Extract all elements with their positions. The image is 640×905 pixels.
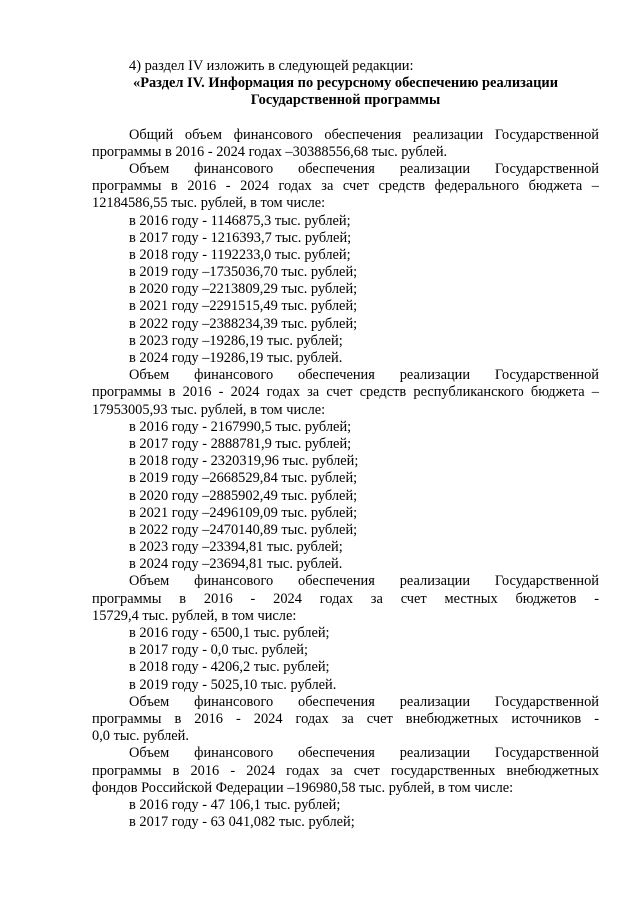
list-item: в 2018 году - 1192233,0 тыс. рублей; bbox=[129, 246, 351, 263]
section-heading-line-1: «Раздел IV. Информация по ресурсному обеспечению реализации bbox=[133, 75, 558, 92]
paragraph-line: программы в 2016 - 2024 годах за счет внебюджетных источников - bbox=[92, 710, 599, 727]
paragraph-line: программы в 2016 - 2024 годах –30388556,68 тыс. рублей. bbox=[92, 143, 448, 160]
list-item: в 2019 году - 5025,10 тыс. рублей. bbox=[129, 676, 337, 693]
section-heading-line-2: Государственной программы bbox=[250, 92, 441, 109]
paragraph-line: фондов Российской Федерации –196980,58 тыс. рублей, в том числе: bbox=[92, 779, 514, 796]
list-item: в 2016 году - 47 106,1 тыс. рублей; bbox=[129, 796, 341, 813]
paragraph-line: программы в 2016 - 2024 годах за счет средств федерального бюджета – bbox=[92, 178, 599, 195]
list-item: в 2016 году - 2167990,5 тыс. рублей; bbox=[129, 418, 352, 435]
list-item: в 2016 году - 1146875,3 тыс. рублей; bbox=[129, 212, 351, 229]
local-paragraph bbox=[92, 573, 599, 693]
paragraph-line: 12184586,55 тыс. рублей, в том числе: bbox=[92, 195, 326, 212]
document-body bbox=[92, 58, 599, 831]
list-item: в 2019 году –1735036,70 тыс. рублей; bbox=[129, 264, 358, 281]
paragraph-line: Объем финансового обеспечения реализации Государственной bbox=[129, 573, 599, 590]
paragraph-line: Объем финансового обеспечения реализации Государственной bbox=[129, 693, 599, 710]
list-item: в 2024 году –19286,19 тыс. рублей. bbox=[129, 350, 343, 366]
paragraph-line: Общий объем финансового обеспечения реализации Государственной bbox=[129, 126, 599, 143]
list-item: в 2022 году –2388234,39 тыс. рублей; bbox=[129, 315, 358, 332]
blank-line bbox=[92, 110, 599, 127]
paragraph-line: 17953005,93 тыс. рублей, в том числе: bbox=[92, 401, 326, 418]
paragraph-line: программы в 2016 - 2024 годах за счет государственных внебюджетных bbox=[92, 762, 599, 779]
federal-paragraph bbox=[92, 161, 599, 367]
list-item: в 2020 году –2885902,49 тыс. рублей; bbox=[129, 487, 358, 504]
list-item: в 2022 году –2470140,89 тыс. рублей; bbox=[129, 521, 358, 538]
paragraph-line: Объем финансового обеспечения реализации Государственной bbox=[129, 745, 599, 762]
list-item: в 2018 году - 2320319,96 тыс. рублей; bbox=[129, 453, 359, 470]
list-item: в 2021 году –2291515,49 тыс. рублей; bbox=[129, 298, 358, 315]
offbudget-paragraph bbox=[92, 694, 599, 746]
list-item: в 2016 году - 6500,1 тыс. рублей; bbox=[129, 625, 330, 641]
list-item: в 2020 году –2213809,29 тыс. рублей; bbox=[129, 281, 358, 298]
total-paragraph bbox=[92, 127, 599, 161]
paragraph-line: Объем финансового обеспечения реализации Государственной bbox=[129, 160, 599, 177]
list-item: в 2023 году –23394,81 тыс. рублей; bbox=[129, 539, 343, 556]
list-item: в 2018 году - 4206,2 тыс. рублей; bbox=[129, 659, 330, 676]
paragraph-line: программы в 2016 - 2024 годах за счет средств республиканского бюджета – bbox=[92, 384, 599, 401]
list-item: в 2023 году –19286,19 тыс. рублей; bbox=[129, 332, 343, 349]
statefunds-paragraph bbox=[92, 745, 599, 831]
list-item: в 2024 году –23694,81 тыс. рублей. bbox=[129, 556, 343, 573]
paragraph-line: 0,0 тыс. рублей. bbox=[92, 728, 189, 745]
list-item: в 2017 году - 2888781,9 тыс. рублей; bbox=[129, 435, 352, 452]
list-item: в 2017 году - 0,0 тыс. рублей; bbox=[129, 642, 308, 659]
list-item: в 2019 году –2668529,84 тыс. рублей; bbox=[129, 470, 358, 487]
list-item: в 2017 году - 63 041,082 тыс. рублей; bbox=[129, 814, 355, 831]
list-item: в 2021 году –2496109,09 тыс. рублей; bbox=[129, 504, 358, 521]
republic-paragraph bbox=[92, 367, 599, 573]
paragraph-line: 15729,4 тыс. рублей, в том числе: bbox=[92, 607, 297, 624]
paragraph-line: программы в 2016 - 2024 годах за счет местных бюджетов - bbox=[92, 590, 599, 607]
paragraph-line: Объем финансового обеспечения реализации Государственной bbox=[129, 367, 599, 384]
list-item: в 2017 году - 1216393,7 тыс. рублей; bbox=[129, 229, 352, 246]
intro-line: 4) раздел IV изложить в следующей редакции: bbox=[129, 58, 414, 74]
